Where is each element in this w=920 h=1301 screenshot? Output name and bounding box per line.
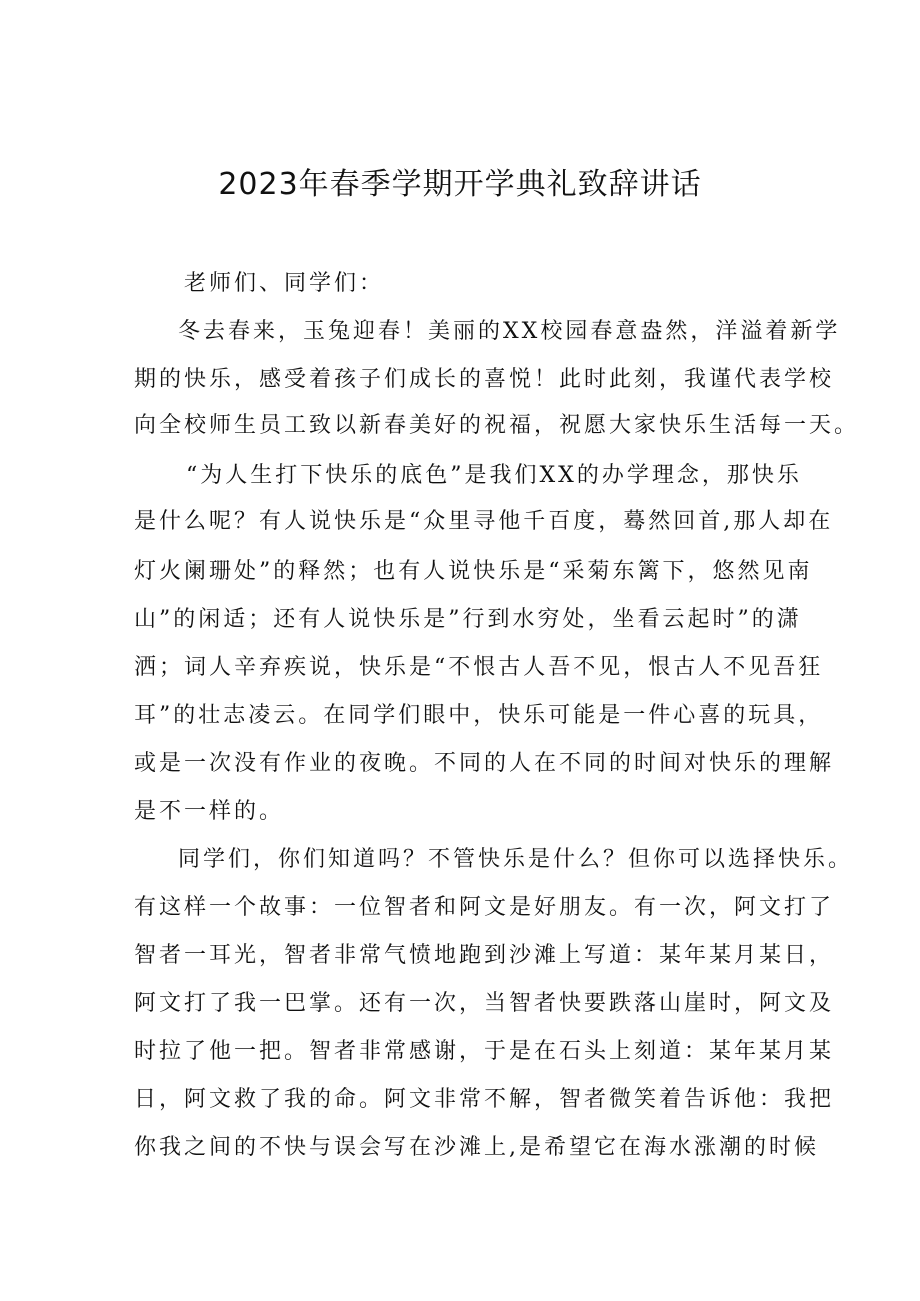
- document-title: 2023年春季学期开学典礼致辞讲话: [218, 167, 702, 202]
- paragraph-line: 智者一耳光，智者非常气愤地跑到沙滩上写道：某年某月某日，: [134, 943, 835, 968]
- salutation: 老师们、同学们：: [184, 271, 385, 296]
- paragraph-line: 冬去春来，玉兔迎春！美丽的XX校园春意盎然，洋溢着新学: [178, 319, 841, 344]
- paragraph-line: 时拉了他一把。智者非常感谢，于是在石头上刻道：某年某月某: [134, 1039, 835, 1064]
- paragraph-line: 日，阿文救了我的命。阿文非常不解，智者微笑着告诉他：我把: [134, 1087, 835, 1112]
- paragraph-line: “为人生打下快乐的底色”是我们XX的办学理念，那快乐: [186, 463, 802, 488]
- paragraph-line: 向全校师生员工致以新春美好的祝福，祝愿大家快乐生活每一天。: [134, 413, 860, 438]
- paragraph-line: 有这样一个故事：一位智者和阿文是好朋友。有一次，阿文打了: [134, 895, 835, 920]
- paragraph-line: 同学们，你们知道吗？不管快乐是什么？但你可以选择快乐。: [178, 847, 854, 872]
- paragraph-line: 是不一样的。: [134, 799, 285, 824]
- paragraph-line: 洒；词人辛弃疾说，快乐是“不恨古人吾不见，恨古人不见吾狂: [134, 655, 824, 680]
- paragraph-line: 期的快乐，感受着孩子们成长的喜悦！此时此刻，我谨代表学校: [134, 367, 835, 392]
- paragraph-line: 山”的闲适；还有人说快乐是”行到水穷处，坐看云起时”的潇: [134, 607, 802, 632]
- paragraph-line: 耳”的壮志凌云。在同学们眼中，快乐可能是一件心喜的玩具，: [134, 703, 824, 728]
- paragraph-line: 阿文打了我一巴掌。还有一次，当智者快要跌落山崖时，阿文及: [134, 991, 835, 1016]
- paragraph-line: 或是一次没有作业的夜晚。不同的人在不同的时间对快乐的理解: [134, 751, 835, 776]
- paragraph-line: 灯火阑珊处”的释然；也有人说快乐是“采菊东篱下，悠然见南: [134, 559, 813, 584]
- paragraph-line: 是什么呢？有人说快乐是“众里寻他千百度，蓦然回首,那人却在: [134, 509, 834, 534]
- paragraph-line: 你我之间的不快与误会写在沙滩上,是希望它在海水涨潮的时候: [134, 1135, 819, 1160]
